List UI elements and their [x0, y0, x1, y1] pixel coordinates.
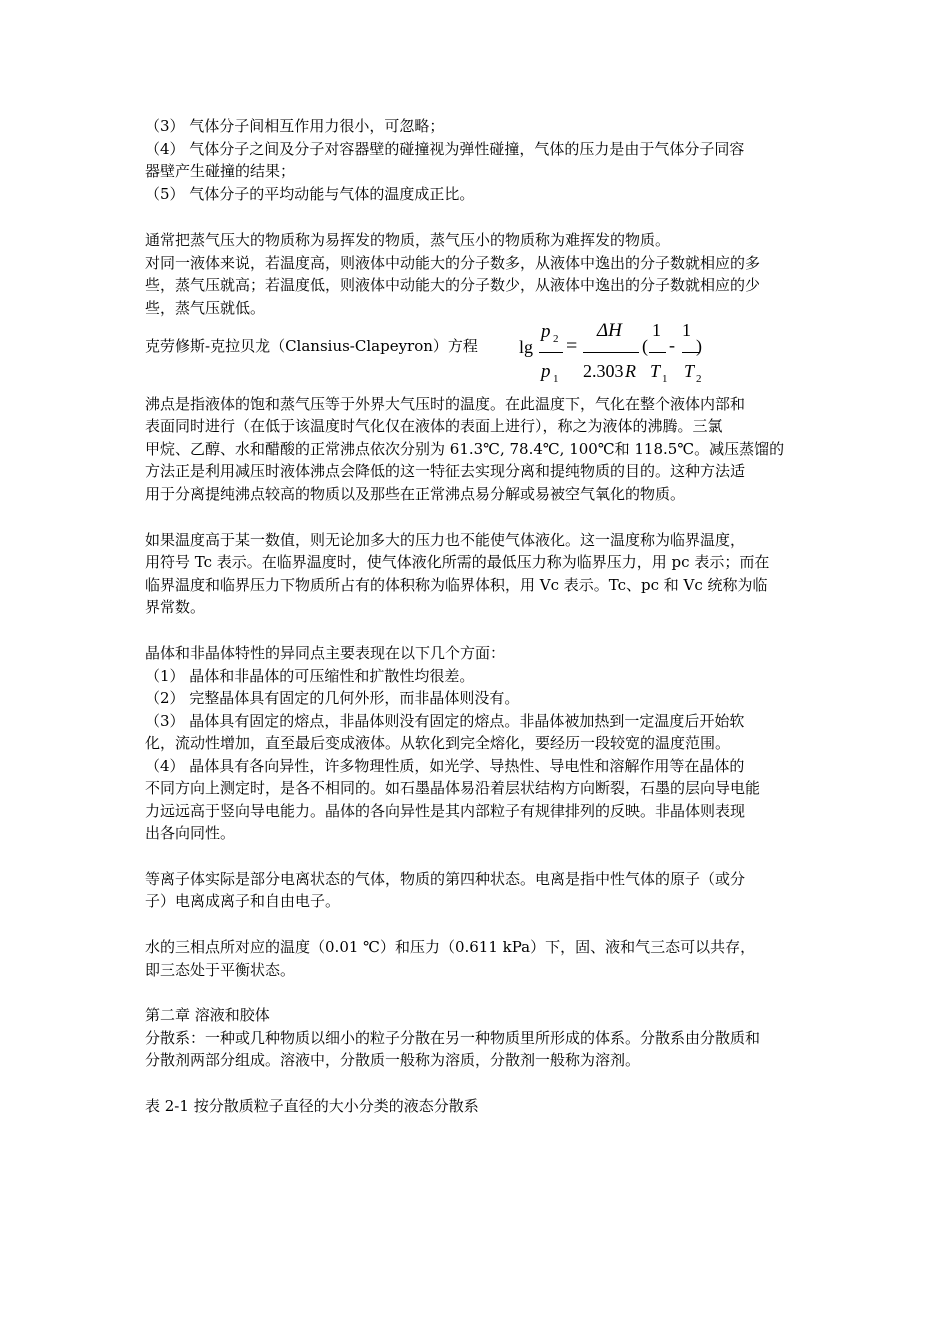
- text-line: 子）电离成离子和自由电子。: [145, 892, 341, 910]
- formula-delta-h: ΔH: [597, 320, 622, 341]
- text-line: 临界温度和临界压力下物质所占有的体积称为临界体积，用 Vc 表示。Tc、pc 和 Vc 统称为临: [145, 576, 768, 594]
- formula-minus: -: [669, 335, 675, 355]
- text-line: （4） 晶体具有各向异性，许多物理性质，如光学、导热性、导电性和溶解作用等在晶体的: [145, 757, 745, 775]
- formula-open-paren: (: [642, 336, 648, 356]
- formula-r: R: [625, 361, 636, 381]
- text-line: 即三态处于平衡状态。: [145, 961, 296, 979]
- table-caption: 表 2-1 按分散质粒子直径的大小分类的液态分散系: [145, 1097, 479, 1115]
- text-line: 用符号 Tc 表示。在临界温度时，使气体液化所需的最低压力称为临界压力，用 pc 表示；而在: [145, 553, 770, 571]
- text-line: 沸点是指液体的饱和蒸气压等于外界大气压时的温度。在此温度下，气化在整个液体内部和: [145, 395, 746, 413]
- text-line: 方法正是利用减压时液体沸点会降低的这一特征去实现分离和提纯物质的目的。这种方法适: [145, 462, 746, 480]
- formula-t1: T: [650, 361, 661, 381]
- formula-p2: p: [541, 321, 551, 342]
- text-line: 通常把蒸气压大的物质称为易挥发的物质，蒸气压小的物质称为难挥发的物质。: [145, 231, 671, 249]
- text-line: 器壁产生碰撞的结果；: [145, 162, 296, 180]
- formula-p2-sub: 2: [553, 333, 559, 345]
- text-line: 些，蒸气压就高；若温度低，则液体中动能大的分子数少，从液体中逸出的分子数就相应的少: [145, 276, 761, 294]
- text-line: （4） 气体分子之间及分子对容器壁的碰撞视为弹性碰撞，气体的压力是由于气体分子同容: [145, 140, 745, 158]
- text-line: （1） 晶体和非晶体的可压缩性和扩散性均很差。: [145, 667, 475, 685]
- text-line: 表面同时进行（在低于该温度时气化仅在液体的表面上进行），称之为液体的沸腾。三氯: [145, 417, 723, 435]
- fraction-bar: [583, 352, 639, 353]
- text-line: 力远远高于竖向导电能力。晶体的各向异性是其内部粒子有规律排列的反映。非晶体则表现: [145, 802, 746, 820]
- text-line: （3） 晶体具有固定的熔点，非晶体则没有固定的熔点。非晶体被加热到一定温度后开始软: [145, 712, 745, 730]
- formula-denominator: 2.303: [583, 361, 624, 381]
- formula-lg: lg: [519, 337, 534, 357]
- text-line: 分散剂两部分组成。溶液中，分散质一般称为溶质，分散剂一般称为溶剂。: [145, 1051, 641, 1069]
- text-line: （3） 气体分子间相互作用力很小，可忽略；: [145, 117, 445, 135]
- text-line: 些，蒸气压就低。: [145, 299, 266, 317]
- formula-equals: =: [566, 335, 578, 357]
- formula-t1-sub: 1: [662, 373, 668, 385]
- formula-t2-sub: 2: [696, 373, 702, 385]
- text-line: 等离子体实际是部分电离状态的气体，物质的第四种状态。电离是指中性气体的原子（或分: [145, 870, 746, 888]
- formula-one: 1: [682, 320, 691, 340]
- formula-close-paren: ): [696, 336, 702, 356]
- text-line: 甲烷、乙醇、水和醋酸的正常沸点依次分别为 61.3℃, 78.4℃, 100℃和 118.5℃。减压蒸馏的: [145, 440, 785, 458]
- formula-label: 克劳修斯-克拉贝龙（Clansius-Clapeyron）方程: [145, 337, 478, 355]
- text-line: 分散系：一种或几种物质以细小的粒子分散在另一种物质里所形成的体系。分散系由分散质和: [145, 1029, 761, 1047]
- formula-p1-sub: 1: [553, 373, 559, 385]
- text-line: 对同一液体来说，若温度高，则液体中动能大的分子数多，从液体中逸出的分子数就相应的多: [145, 254, 761, 272]
- text-line: 化，流动性增加，直至最后变成液体。从软化到完全熔化，要经历一段较宽的温度范围。: [145, 734, 731, 752]
- text-line: 出各向同性。: [145, 824, 236, 842]
- chapter-heading: 第二章 溶液和胶体: [145, 1006, 270, 1024]
- text-line: 不同方向上测定时，是各不相同的。如石墨晶体易沿着层状结构方向断裂，石墨的层向导电能: [145, 779, 761, 797]
- text-line: （5） 气体分子的平均动能与气体的温度成正比。: [145, 185, 475, 203]
- text-line: 如果温度高于某一数值，则无论加多大的压力也不能使气体液化。这一温度称为临界温度，: [145, 531, 746, 549]
- text-line: 用于分离提纯沸点较高的物质以及那些在正常沸点易分解或易被空气氧化的物质。: [145, 485, 686, 503]
- text-line: 晶体和非晶体特性的异同点主要表现在以下几个方面：: [145, 644, 506, 662]
- formula-p1: p: [541, 361, 551, 382]
- formula-t2: T: [684, 361, 695, 381]
- fraction-bar: [649, 352, 666, 353]
- text-line: 界常数。: [145, 598, 206, 616]
- text-line: 水的三相点所对应的温度（0.01 ℃）和压力（0.611 kPa）下，固、液和气三态可以共存，: [145, 938, 756, 956]
- fraction-bar: [539, 352, 563, 353]
- text-line: （2） 完整晶体具有固定的几何外形，而非晶体则没有。: [145, 689, 520, 707]
- formula-one: 1: [652, 320, 661, 340]
